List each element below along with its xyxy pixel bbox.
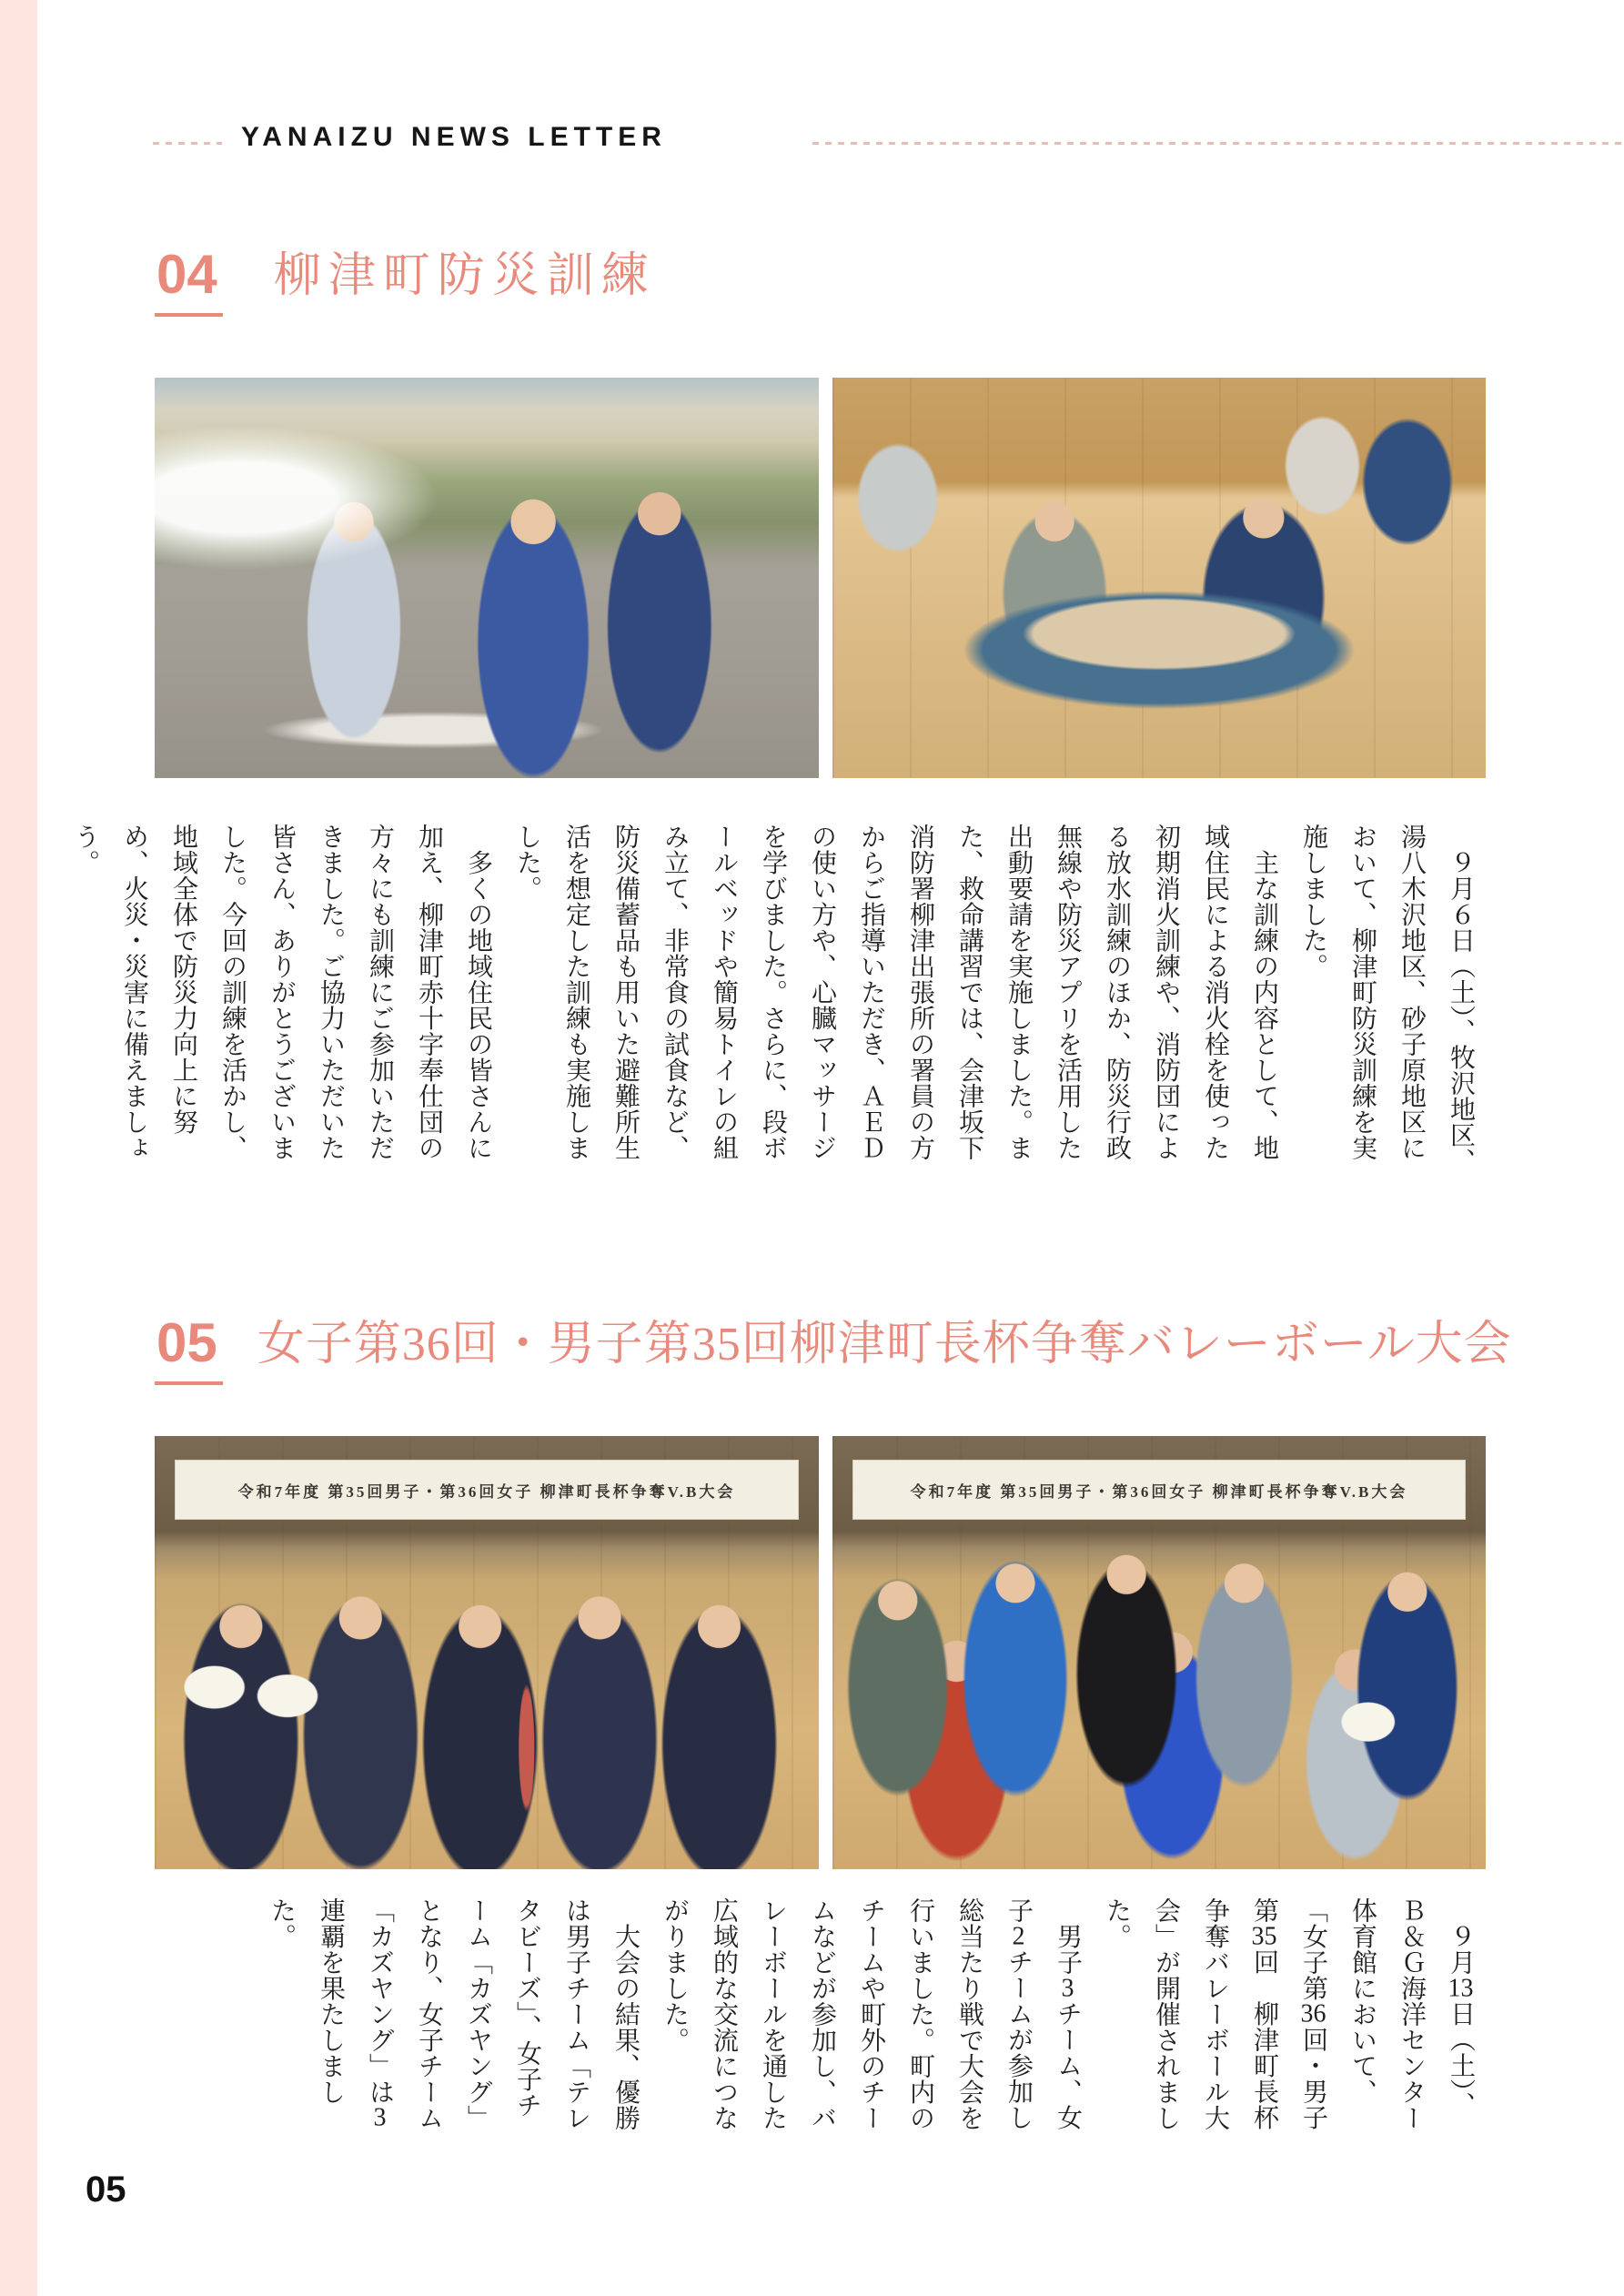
paragraph: 多くの地域住民の皆さんに加え、柳津町赤十字奉仕団の方々にも訓練にご参加いただきました。ご協力いただいた皆さん、ありがとうございました。今回の訓練を活かし、地域全体で防災力向上に努め、火災・災害に備えましょう。 bbox=[71, 824, 492, 1161]
section-04-header bbox=[155, 244, 656, 317]
photo-cpr-training bbox=[832, 378, 1486, 778]
page-number: 05 bbox=[86, 2170, 126, 2210]
photo-womens-team bbox=[155, 1436, 819, 1869]
section-04-photo-row bbox=[155, 378, 1486, 778]
section-05-body bbox=[267, 1897, 1485, 2135]
paragraph: ９月13日（土）、Ｂ＆Ｇ海洋センター体育館において、「女子第36回・男子第35回 柳津町長杯争奪バレーボール大会」が開催されました。 bbox=[1103, 1897, 1475, 2131]
newsletter-header bbox=[0, 122, 1624, 164]
header-dash-left bbox=[153, 142, 222, 145]
paragraph: ９月６日（土）、牧沢地区、湯八木沢地区、砂子原地区において、柳津町防災訓練を実施しました。 bbox=[1299, 824, 1475, 1174]
newsletter-title: YANAIZU NEWS LETTER bbox=[241, 122, 667, 152]
paragraph: 大会の結果、優勝は男子チーム「テレタビーズ」、女子チーム「カズヤング」となり、女子チーム「カズヤング」は3連覇を果たしました。 bbox=[267, 1897, 640, 2131]
section-04-title: 柳津町防災訓練 bbox=[273, 250, 656, 302]
header-dash-right bbox=[812, 142, 1624, 145]
section-05-photo-row bbox=[155, 1436, 1486, 1869]
section-04-body bbox=[71, 824, 1485, 1180]
section-05-header bbox=[155, 1312, 1512, 1385]
left-accent-bar bbox=[0, 0, 37, 2296]
photo-mens-team bbox=[832, 1436, 1486, 1869]
section-05-number: 05 bbox=[155, 1316, 223, 1385]
paragraph: 男子3チーム、女子2チームが参加し総当たり戦で大会を行いました。町内のチームや町外のチームなどが参加し、バレーボールを通した広域的な交流につながりました。 bbox=[661, 1897, 1082, 2131]
tournament-banner: 令和7年度 第35回男子・第36回女子 柳津町長杯争奪V.B大会 bbox=[175, 1460, 799, 1520]
photo-fire-drill bbox=[155, 378, 819, 778]
tournament-banner: 令和7年度 第35回男子・第36回女子 柳津町長杯争奪V.B大会 bbox=[852, 1460, 1467, 1520]
paragraph: 主な訓練の内容として、地域住民による消火栓を使った初期消火訓練や、消防団による放水訓練のほか、防災行政無線や防災アプリを活用した出動要請を実施しました。また、救命講習では、会津坂下消防署柳津出張所の署員の方からご指導いただき、ＡＥＤの使い方や、心臓マッサージを学びました。さらに、段ボールベッドや簡易トイレの組み立て、非常食の試食など、防災備蓄品も用いた避難所生活を想定した訓練も実施しました。 bbox=[513, 824, 1278, 1161]
section-05-title: 女子第36回・男子第35回柳津町長杯争奪バレーボール大会 bbox=[257, 1319, 1512, 1371]
section-04-number: 04 bbox=[155, 248, 223, 317]
